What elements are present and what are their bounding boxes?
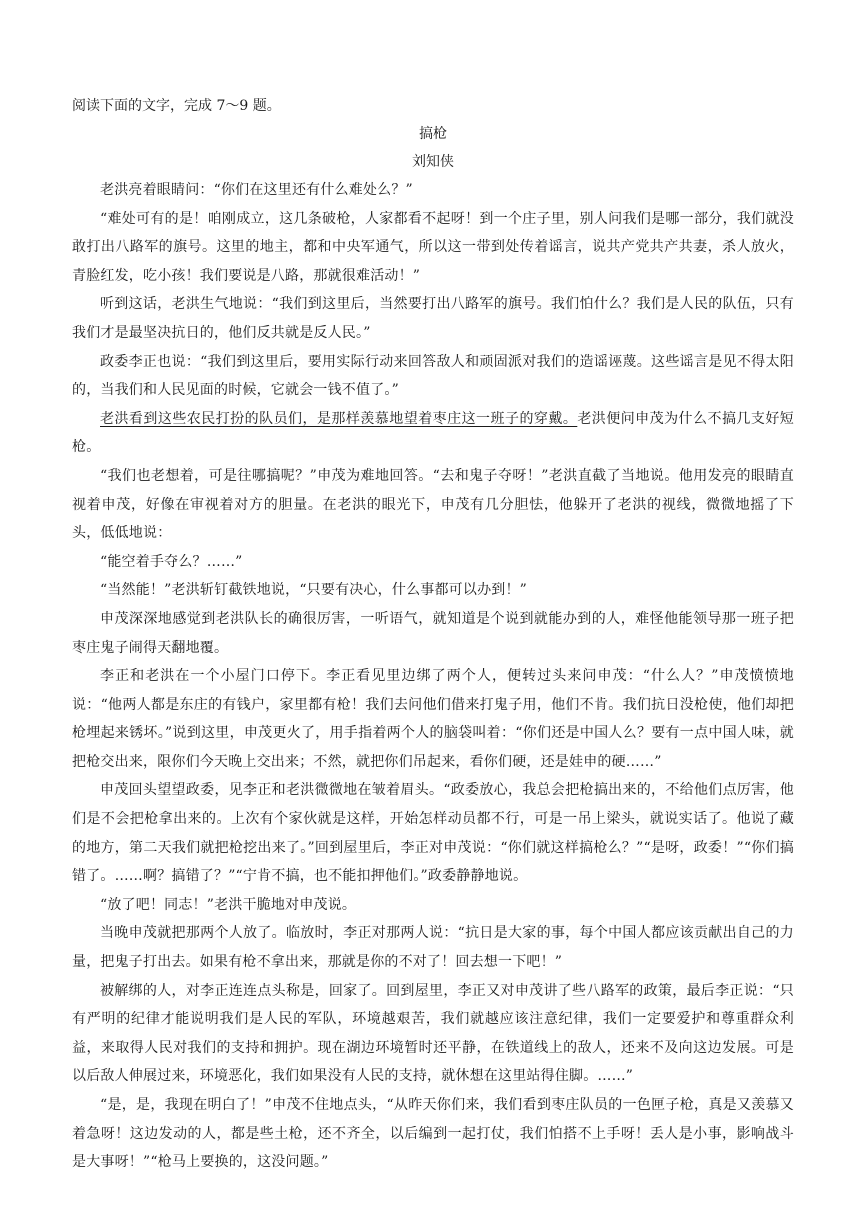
paragraph	[72, 405, 794, 462]
paragraph	[72, 605, 794, 662]
paragraph	[72, 462, 794, 548]
paragraph	[72, 290, 794, 347]
paragraph	[72, 576, 794, 605]
paragraph-text: “难处可有的是！咱刚成立，这几条破枪，人家都看不起呀！到一个庄子里，别人问我们是哪一部分，我们就没敢打出八路军的旗号。这里的地主，都和中央军通气，所以这一带到处传着谣言，说共产党共产共妻，杀人放火，青脸红发，吃小孩！我们要说是八路，那就很难活动！”	[72, 210, 794, 284]
paragraph-text: 老洪便问申茂为什么不搞几支好短枪。	[72, 410, 795, 456]
paragraph	[72, 348, 794, 405]
paragraph	[72, 919, 794, 976]
question-intro: 阅读下面的文字，完成 7～9 题。	[72, 98, 281, 114]
article-body	[72, 176, 794, 1177]
paragraph	[72, 1091, 794, 1177]
paragraph-text: 当晚申茂就把那两个人放了。临放时，李正对那两人说：“抗日是大家的事，每个中国人都应该贡献出自己的力量，把鬼子打出去。如果有枪不拿出来，那就是你的不对了！回去想一下吧！”	[72, 925, 794, 971]
document-page	[72, 92, 794, 1177]
paragraph	[72, 891, 794, 920]
paragraph-text: “当然能！”老洪斩钉截铁地说，“只要有决心，什么事都可以办到！”	[100, 582, 528, 599]
paragraph	[72, 776, 794, 890]
paragraph	[72, 977, 794, 1091]
paragraph-text: “我们也老想着，可是往哪搞呢？”申茂为难地回答。“去和鬼子夺呀！”老洪直截了当地说。他用发亮的眼睛直视着申茂，好像在审视着对方的胆量。在老洪的眼光下，申茂有几分胆怯，他躲开了老洪的视线，微微地摇了下头，低低地说：	[72, 467, 794, 542]
paragraph	[72, 662, 794, 776]
article-author: 刘知侠	[412, 154, 454, 170]
article-title: 搞枪	[419, 126, 447, 142]
paragraph-text: 听到这话，老洪生气地说：“我们到这里后，当然要打出八路军的旗号。我们怕什么？我们是人民的队伍，只有我们才是最坚决抗日的，他们反共就是反人民。”	[72, 296, 794, 341]
paragraph-text: 申茂深深地感觉到老洪队长的确很厉害，一听语气，就知道是个说到就能办到的人，难怪他能领导那一班子把枣庄鬼子闹得天翻地覆。	[72, 610, 794, 656]
paragraph-text: 申茂回头望望政委，见李正和老洪微微地在皱着眉头。“政委放心，我总会把枪搞出来的，不给他们点厉害，他们是不会把枪拿出来的。上次有个家伙就是这样，开始怎样动员都不行，可是一吊上梁头，就说实话了。他说了藏的地方，第二天我们就把枪挖出来了。”回到屋里后，李正对申茂说：“你们就这样搞枪么？”“是呀，政委！”“你们搞错了。……啊？搞错了？”“宁肯不搞，也不能扣押他们。”政委静静地说。	[72, 782, 794, 885]
paragraph-text: “能空着手夺么？……”	[100, 553, 243, 570]
paragraph	[72, 548, 794, 577]
paragraph-text: 政委李正也说：“我们到这里后，要用实际行动来回答敌人和顽固派对我们的造谣诬蔑。这些谣言是见不得太阳的，当我们和人民见面的时候，它就会一钱不值了。”	[72, 353, 794, 399]
paragraph-text: “是，是，我现在明白了！”申茂不住地点头，“从昨天你们来，我们看到枣庄队员的一色匣子枪，真是又羡慕又着急呀！这边发动的人，都是些土枪，还不齐全，以后编到一起打仗，我们怕搭不上手呀！丢人是小事，影响战斗是大事呀！”“枪马上要换的，这没问题。”	[72, 1097, 794, 1171]
underlined-sentence: 老洪看到这些农民打扮的队员们，是那样羡慕地望着枣庄这一班子的穿戴。	[100, 410, 578, 427]
paragraph	[72, 176, 794, 205]
paragraph-text: 被解绑的人，对李正连连点头称是，回家了。回到屋里，李正又对申茂讲了些八路军的政策，最后李正说：“只有严明的纪律才能说明我们是人民的军队，环境越艰苦，我们就越应该注意纪律，我们一定要爱护和尊重群众利益，来取得人民对我们的支持和拥护。现在湖边环境暂时还平静，在铁道线上的敌人，还来不及向这边发展。可是以后敌人伸展过来，环境恶化，我们如果没有人民的支持，就休想在这里站得住脚。……”	[72, 982, 794, 1085]
paragraph-text: 老洪亮着眼睛问：“你们在这里还有什么难处么？”	[100, 182, 413, 198]
paragraph-text: “放了吧！同志！”老洪干脆地对申茂说。	[100, 896, 357, 913]
paragraph	[72, 205, 794, 291]
paragraph-text: 李正和老洪在一个小屋门口停下。李正看见里边绑了两个人，便转过头来问申茂：“什么人？”申茂愤愤地说：“他两人都是东庄的有钱户，家里都有枪！我们去问他们借来打鬼子用，他们不肯。我们抗日没枪使，他们却把枪埋起来锈坏。”说到这里，申茂更火了，用手指着两个人的脑袋叫着：“你们还是中国人么？要有一点中国人味，就把枪交出来，限你们今天晚上交出来；不然，就把你们吊起来，看你们硬，还是娃申的硬……”	[72, 668, 794, 770]
